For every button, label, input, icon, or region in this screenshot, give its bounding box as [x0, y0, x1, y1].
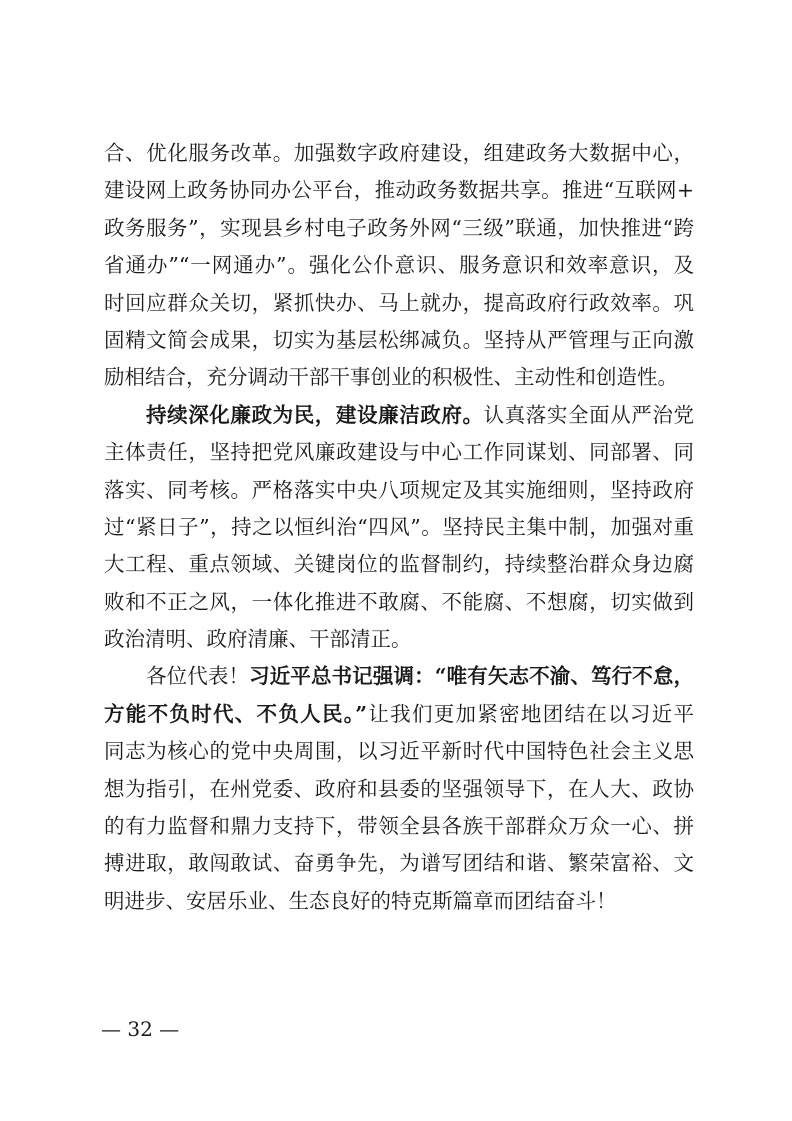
quote-text: 方能不负时代、不负人民。”: [104, 701, 368, 726]
page-number: — 32 —: [101, 1017, 180, 1041]
text-line: 励相结合，充分调动干部干事创业的积极性、主动性和创造性。: [104, 365, 678, 390]
text-line: 政治清明、政府清廉、干部清正。: [104, 627, 412, 652]
text-line: 落实、同考核。严格落实中央八项规定及其实施细则，坚持政府: [104, 477, 694, 502]
text-line: 搏进取，敢闯敢试、奋勇争先，为谱写团结和谐、繁荣富裕、文: [104, 851, 694, 876]
text-line: 固精文简会成果，切实为基层松绑减负。坚持从严管理与正向激: [104, 327, 694, 352]
text-line: 的有力监督和鼎力支持下，带领全县各族干部群众万众一心、拼: [104, 814, 694, 839]
text-line: 过“紧日子”，持之以恒纠治“四风”。坚持民主集中制，加强对重: [104, 514, 694, 539]
text-line: 大工程、重点领域、关键岗位的监督制约，持续整治群众身边腐: [104, 552, 694, 577]
text-line: 主体责任，坚持把党风廉政建设与中心工作同谋划、同部署、同: [104, 440, 694, 465]
text-line: 合、优化服务改革。加强数字政府建设，组建政务大数据中心，: [104, 141, 694, 165]
quote-text: 习近平总书记强调：“唯有矢志不渝、笃行不怠，: [249, 664, 695, 689]
paragraph-heading: 持续深化廉政为民，建设廉洁政府。: [146, 402, 484, 427]
text-line: 政务服务”，实现县乡村电子政务外网“三级”联通，加快推进“跨: [104, 215, 694, 240]
text-line: 各位代表！习近平总书记强调：“唯有矢志不渝、笃行不怠，: [146, 664, 695, 689]
text-line: 建设网上政务协同办公平台，推动政务数据共享。推进“互联网+: [104, 178, 694, 203]
text-line: 败和不正之风，一体化推进不敢腐、不能腐、不想腐，切实做到: [104, 589, 694, 614]
text-line: 时回应群众关切，紧抓快办、马上就办，提高政府行政效率。巩: [104, 290, 694, 315]
text-line: 同志为核心的党中央周围，以习近平新时代中国特色社会主义思: [104, 739, 694, 764]
text-line: 明进步、安居乐业、生态良好的特克斯篇章而团结奋斗！: [104, 888, 617, 913]
text-line: 想为指引，在州党委、政府和县委的坚强领导下，在人大、政协: [104, 776, 694, 801]
paragraph-heading-line: 持续深化廉政为民，建设廉洁政府。认真落实全面从严治党: [146, 402, 695, 427]
body-text: [104, 135, 694, 920]
text-line: 省通办”“一网通办”。强化公仆意识、服务意识和效率意识，及: [104, 253, 694, 278]
text-line: 方能不负时代、不负人民。”让我们更加紧密地团结在以习近平: [104, 701, 694, 726]
